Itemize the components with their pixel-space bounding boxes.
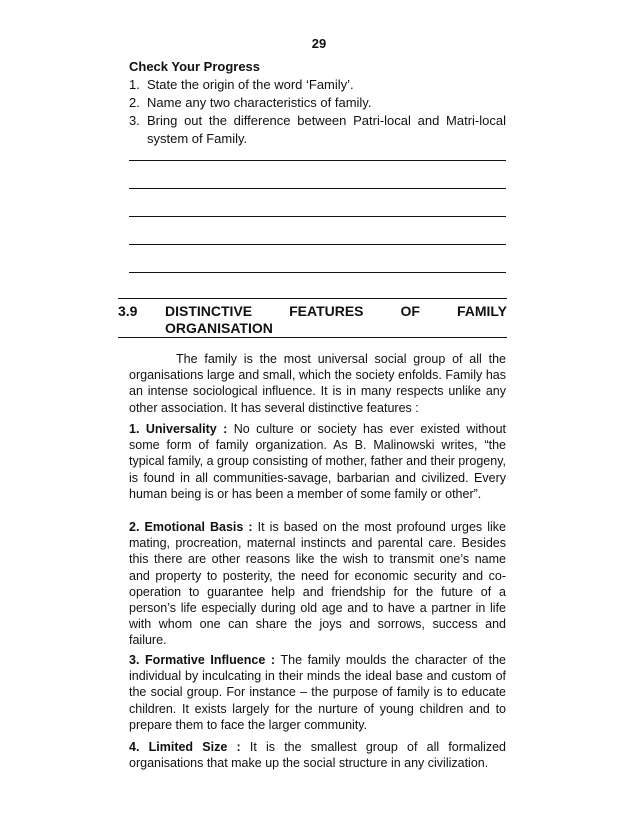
question-item [129, 112, 506, 148]
feature-paragraph [129, 652, 506, 733]
answer-line [129, 216, 506, 217]
question-text: State the origin of the word ‘Family’. [147, 77, 354, 92]
feature-text: No culture or society has ever existed without some form of family organization. As B. Malinowski writes, “the typical family, a group consisting of mother, father and their progeny, is found in all communities-savage, barbarian and civilized. Every human being is or has been a member of some family or other”. [129, 422, 506, 501]
question-item [129, 76, 506, 94]
question-text: Name any two characteristics of family. [147, 95, 372, 110]
question-number: 3. [129, 113, 140, 128]
feature-text: It is the smallest group of all formalized organisations that make up the social structure in any civilization. [129, 740, 506, 771]
section-title-word: DISTINCTIVE [165, 303, 253, 319]
feature-label: 4. Limited Size : [129, 740, 241, 754]
question-number: 2. [129, 95, 140, 110]
section-title-word: FAMILY [456, 303, 507, 319]
answer-line [129, 244, 506, 245]
page-number: 29 [311, 36, 327, 51]
section-number: 3.9 [118, 303, 138, 319]
feature-paragraph [129, 739, 506, 771]
section-title-word: OF [400, 303, 420, 319]
section-bottom-rule [118, 337, 507, 338]
intro-paragraph: The family is the most universal social group of all the organisations large and small, which the society enfolds. Family has an intense sociological influence. It is in many respects unlike any other association. It has several distinctive features : [129, 352, 506, 415]
feature-label: 3. Formative Influence : [129, 653, 276, 667]
question-text: Bring out the difference between Patri-local and Matri-local system of Family. [147, 113, 506, 146]
question-item [129, 94, 506, 112]
section-title-word: FEATURES [289, 303, 364, 319]
feature-label: 2. Emotional Basis : [129, 520, 253, 534]
section-heading-line-1 [118, 303, 507, 320]
feature-text: It is based on the most profound urges like mating, procreation, maternal instincts and parental care. Besides this there are other reasons like the wish to transmit one’s name and property to posterity, the need for economic security and co-operation to guarantee help and friendship for the future of a person’s life especially during old age and to have a partner in life with whom one can share the joys and sorrows, success and failure. [129, 520, 506, 648]
question-list [129, 76, 506, 148]
section-title-line-2: ORGANISATION [165, 320, 273, 336]
check-your-progress [129, 58, 506, 148]
feature-paragraph [129, 519, 506, 649]
answer-line [129, 160, 506, 161]
answer-line [129, 188, 506, 189]
question-number: 1. [129, 77, 140, 92]
section-top-rule [118, 298, 507, 299]
section-heading [118, 303, 507, 337]
feature-paragraph [129, 421, 506, 502]
feature-text: The family moulds the character of the individual by inculcating in their minds the ideal base and custom of the social group. For instance – the purpose of family is to educate children. It exists largely for the nurture of young children and to prepare them to face the larger community. [129, 653, 506, 732]
answer-line [129, 272, 506, 273]
progress-title: Check Your Progress [129, 59, 261, 74]
feature-label: 1. Universality : [129, 422, 228, 436]
